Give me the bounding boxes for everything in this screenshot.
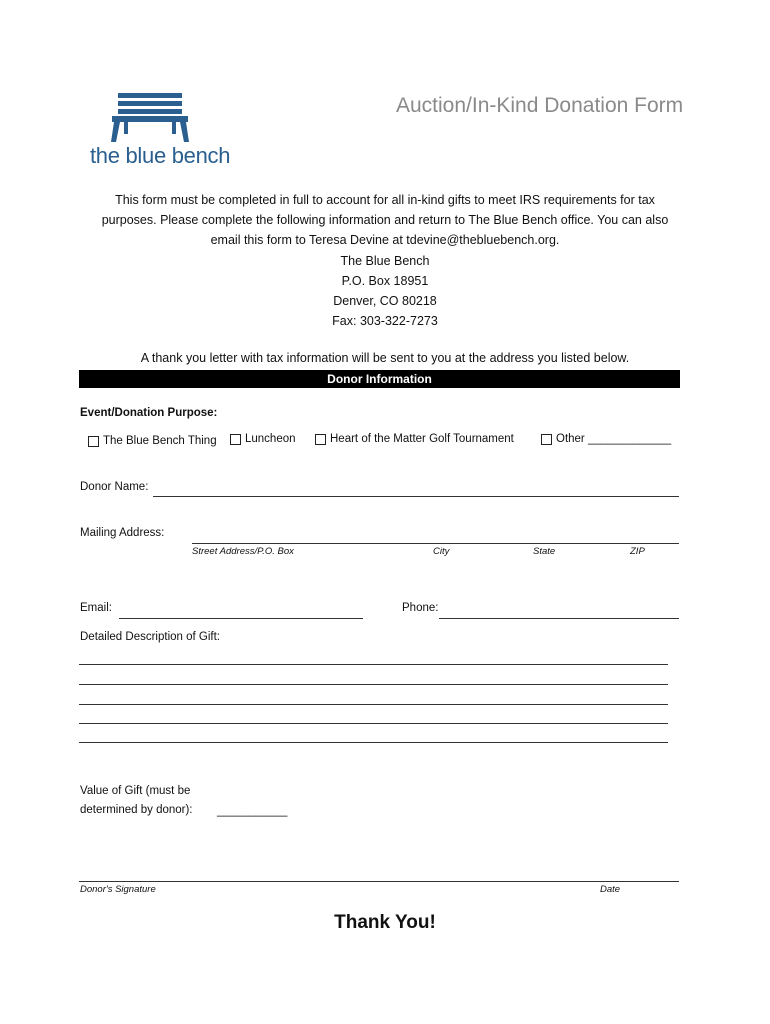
description-line[interactable] xyxy=(79,742,668,743)
section-header: Donor Information xyxy=(79,370,680,388)
intro-line: This form must be completed in full to account for all in-kind gifts to meet IRS requirements for tax xyxy=(115,193,655,207)
zip-caption: ZIP xyxy=(630,546,645,557)
email-field[interactable] xyxy=(119,618,363,619)
checkbox-label: Luncheon xyxy=(245,433,296,445)
value-field[interactable]: ___________ xyxy=(217,805,288,817)
checkbox-blue-bench-thing[interactable] xyxy=(88,435,217,447)
checkbox-luncheon[interactable] xyxy=(230,433,296,445)
description-line[interactable] xyxy=(79,723,668,724)
description-line[interactable] xyxy=(79,684,668,685)
bench-icon xyxy=(110,92,190,148)
city-state-zip: Denver, CO 80218 xyxy=(333,294,437,309)
donor-name-label: Donor Name: xyxy=(80,481,149,493)
phone-label: Phone: xyxy=(402,602,439,614)
value-label-line: determined by donor): xyxy=(80,804,193,816)
checkbox-golf-tournament[interactable] xyxy=(315,433,514,445)
state-caption: State xyxy=(533,546,556,557)
city-caption: City xyxy=(433,546,450,557)
mailing-address-label: Mailing Address: xyxy=(80,527,165,539)
logo-text: the blue bench xyxy=(90,143,231,168)
description-line[interactable] xyxy=(79,664,668,665)
email-label: Email: xyxy=(80,602,112,614)
fax-number: Fax: 303-322-7273 xyxy=(332,314,438,329)
checkbox-icon[interactable] xyxy=(230,434,241,445)
value-label xyxy=(80,782,193,820)
thanks-note: A thank you letter with tax information will be sent to you at the address you listed below. xyxy=(140,351,630,365)
description-line[interactable] xyxy=(79,704,668,705)
value-label-line: Value of Gift (must be xyxy=(80,785,191,797)
street-caption: Street Address/P.O. Box xyxy=(192,546,294,557)
po-box: P.O. Box 18951 xyxy=(341,273,429,288)
signature-line[interactable] xyxy=(79,881,679,882)
intro-line: email this form to Teresa Devine at tdevine@thebluebench.org. xyxy=(210,233,560,248)
phone-field[interactable] xyxy=(439,618,679,619)
donor-name-field[interactable] xyxy=(153,496,679,497)
checkbox-icon[interactable] xyxy=(88,436,99,447)
checkbox-other[interactable] xyxy=(541,433,671,445)
date-caption: Date xyxy=(600,884,621,895)
description-label: Detailed Description of Gift: xyxy=(80,631,220,643)
intro xyxy=(80,190,690,331)
form-title: Auction/In-Kind Donation Form xyxy=(396,94,684,117)
checkbox-icon[interactable] xyxy=(541,434,552,445)
intro-line: purposes. Please complete the following information and return to The Blue Bench office. You can also xyxy=(101,213,669,228)
org-name: The Blue Bench xyxy=(340,253,430,268)
purpose-label: Event/Donation Purpose: xyxy=(80,407,218,419)
checkbox-label: Heart of the Matter Golf Tournament xyxy=(330,433,514,445)
closing-text: Thank You! xyxy=(334,912,436,933)
signature-caption: Donor's Signature xyxy=(80,884,156,895)
checkbox-icon[interactable] xyxy=(315,434,326,445)
mailing-address-field[interactable] xyxy=(192,543,679,544)
checkbox-label: The Blue Bench Thing xyxy=(103,435,217,447)
checkbox-label: Other _____________ xyxy=(556,433,672,445)
